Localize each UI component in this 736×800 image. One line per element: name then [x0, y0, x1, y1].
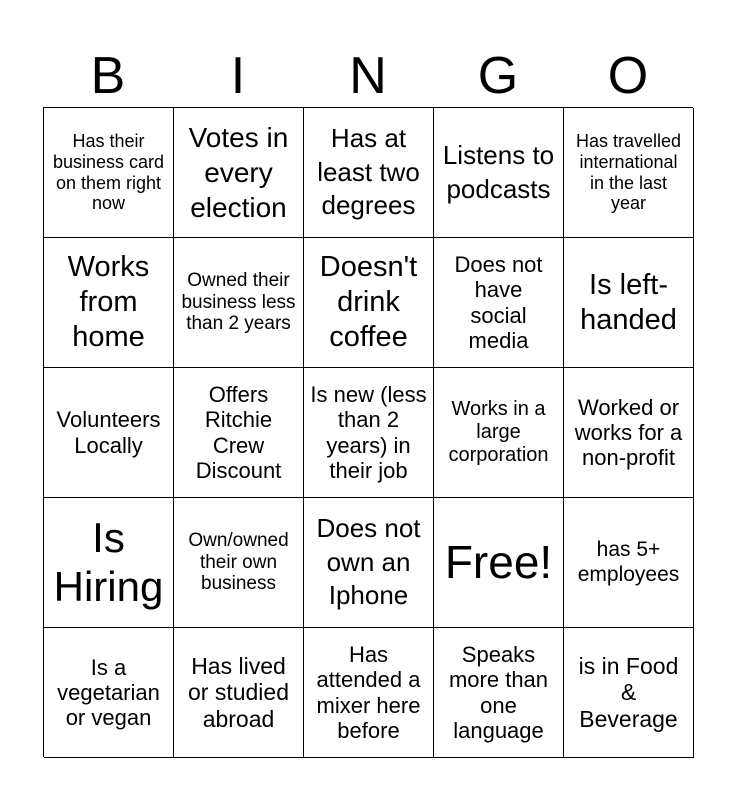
- bingo-cell[interactable]: [174, 368, 304, 498]
- bingo-cell[interactable]: [304, 108, 434, 238]
- cell-text: Speaks more than one language: [448, 641, 549, 743]
- cell-text: Owned their business less than 2 years: [181, 269, 296, 335]
- cell-text: Works from home: [67, 251, 150, 353]
- bingo-board: [43, 107, 693, 757]
- bingo-cell[interactable]: [564, 368, 694, 498]
- bingo-cell[interactable]: [44, 238, 174, 368]
- header-letter-o: O: [607, 47, 649, 105]
- cell-text: Works in a large corporation: [448, 398, 549, 466]
- cell-text: Is Hiring: [53, 514, 164, 610]
- bingo-cell[interactable]: [304, 368, 434, 498]
- cell-text: is in Food & Beverage: [578, 652, 679, 732]
- cell-text: Own/owned their own business: [188, 529, 289, 595]
- bingo-cell[interactable]: [44, 628, 174, 758]
- bingo-cell[interactable]: [174, 628, 304, 758]
- cell-text: Has lived or studied abroad: [187, 652, 289, 732]
- bingo-cell[interactable]: [174, 498, 304, 628]
- cell-text: Has travelled international in the last year: [575, 131, 682, 214]
- bingo-header: [43, 44, 693, 108]
- header-letter-i: I: [230, 47, 246, 105]
- bingo-cell[interactable]: [564, 628, 694, 758]
- bingo-cell[interactable]: [44, 498, 174, 628]
- bingo-cell[interactable]: [44, 368, 174, 498]
- cell-text: Offers Ritchie Crew Discount: [195, 381, 282, 483]
- bingo-cell[interactable]: [304, 498, 434, 628]
- cell-text: Is new (less than 2 years) in their job: [310, 381, 427, 483]
- header-letter-b: B: [90, 47, 126, 105]
- bingo-cell[interactable]: [434, 108, 564, 238]
- cell-text: Does not own an Iphone: [316, 512, 421, 611]
- cell-text: Has attended a mixer here before: [316, 641, 421, 743]
- cell-text: Worked or works for a non-profit: [574, 394, 683, 471]
- header-letter-n: N: [349, 47, 387, 105]
- cell-text: Has their business card on them right now: [52, 131, 165, 214]
- bingo-cell[interactable]: [564, 108, 694, 238]
- cell-text: Listens to podcasts: [442, 139, 555, 204]
- cell-text: Has at least two degrees: [317, 122, 420, 221]
- bingo-cell[interactable]: [304, 238, 434, 368]
- bingo-cell[interactable]: [304, 628, 434, 758]
- bingo-cell[interactable]: [564, 238, 694, 368]
- bingo-cell[interactable]: [434, 498, 564, 628]
- bingo-cell[interactable]: [174, 238, 304, 368]
- cell-text: Is left-handed: [580, 268, 677, 336]
- cell-text: Volunteers Locally: [56, 407, 161, 458]
- bingo-cell[interactable]: [434, 628, 564, 758]
- bingo-cell[interactable]: [174, 108, 304, 238]
- cell-text: Votes in every election: [188, 122, 289, 223]
- bingo-cell[interactable]: [434, 368, 564, 498]
- free-space: Free!: [444, 536, 553, 589]
- header-letter-g: G: [477, 47, 519, 105]
- cell-text: Is a vegetarian or vegan: [57, 654, 160, 731]
- bingo-cell[interactable]: [44, 108, 174, 238]
- bingo-cell[interactable]: [434, 238, 564, 368]
- cell-text: Doesn't drink coffee: [319, 251, 418, 353]
- bingo-cell[interactable]: [564, 498, 694, 628]
- cell-text: Does not have social media: [454, 251, 543, 353]
- cell-text: has 5+ employees: [577, 538, 680, 586]
